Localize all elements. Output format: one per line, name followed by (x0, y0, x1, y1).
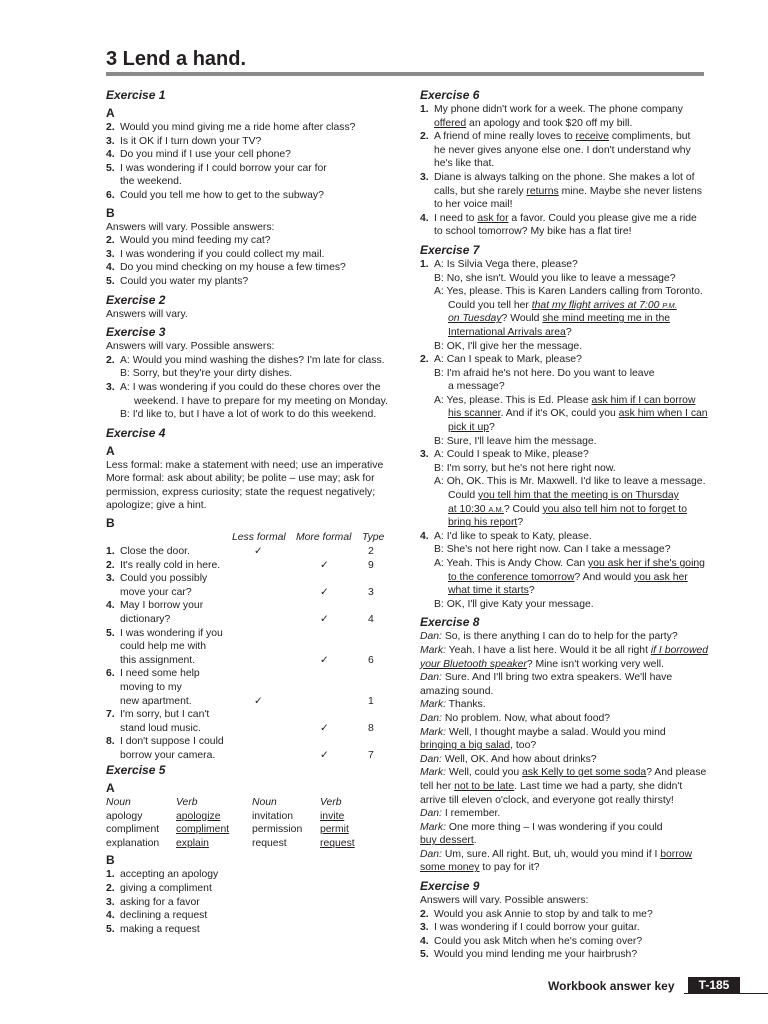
list-item (106, 261, 398, 275)
list-item (420, 935, 710, 949)
item-text: stand loud music. (120, 722, 201, 734)
item-text: Do you mind checking on my house a few times? (120, 262, 346, 274)
right-column (420, 84, 710, 962)
table-row-text (106, 735, 224, 749)
exercise-4-a-line: permission, express curiosity; state the request negatively; (106, 486, 376, 498)
formality-table (106, 531, 398, 762)
exercise-7-line: pick it up? (448, 422, 495, 434)
exercise-8-line: buy dessert. (420, 835, 477, 847)
item-text: May I borrow your (120, 600, 204, 612)
exercise-1-b-list (106, 234, 398, 288)
exercise-1-section-a: A (106, 106, 115, 120)
item-text: I'm sorry, but I can't (120, 709, 210, 721)
item-number: 1. (106, 869, 115, 881)
exercise-4-a-line: apologize; give a hint. (106, 500, 207, 512)
table-row-text (106, 640, 206, 654)
grid-header: Verb (320, 797, 342, 809)
exercise-7-line: Could you tell her that my flight arrives at 7:00 P.M. (448, 299, 677, 311)
exercise-5-section-b: B (106, 853, 115, 868)
list-item (106, 162, 398, 176)
item-text: It's really cold in here. (120, 559, 221, 571)
exercise-6-line: calls, but she rarely returns mine. Maybe she never listens (434, 185, 702, 197)
list-item (106, 923, 398, 937)
table-row-text (106, 708, 209, 722)
item-text: borrow your camera. (120, 750, 216, 762)
item-text: asking for a favor (120, 896, 200, 908)
grid-cell: apology (106, 810, 143, 822)
item-number: 2. (106, 235, 115, 247)
exercise-7-line: B: No, she isn't. Would you like to leave a message? (434, 272, 676, 284)
table-row-text (106, 654, 195, 668)
list-item (106, 148, 398, 162)
check-mark-icon: ✓ (320, 586, 329, 598)
item-text: Could you water my plants? (120, 275, 249, 287)
grid-cell: invitation (252, 810, 294, 822)
exercise-6-item-3: 3. Diane is always talking on the phone. She makes a lot of (420, 171, 695, 183)
exercise-7-line: to the conference tomorrow? And would you ask her (448, 571, 688, 583)
exercise-9-intro: Answers will vary. Possible answers: (420, 895, 589, 907)
exercise-2-text: Answers will vary. (106, 308, 188, 320)
exercise-5-heading: Exercise 5 (106, 763, 166, 778)
item-number: 5. (106, 275, 115, 287)
item-text: I need some help (120, 668, 200, 680)
exercise-8-heading: Exercise 8 (420, 615, 480, 630)
exercise-4-a-line: More formal: ask about ability; be polite – use may; ask for (106, 473, 375, 485)
type-value: 7 (368, 750, 374, 762)
table-row-text (106, 695, 192, 709)
list-item (106, 121, 398, 135)
exercise-3-intro: Answers will vary. Possible answers: (106, 341, 275, 353)
list-item (420, 948, 710, 962)
exercise-1-a-list (106, 121, 398, 203)
list-item (106, 275, 398, 289)
item-text: Would you mind lending me your hairbrush? (434, 949, 638, 961)
type-value: 1 (368, 695, 374, 707)
exercise-4-section-a: A (106, 443, 115, 458)
item-text: Is it OK if I turn down your TV? (120, 135, 262, 147)
item-text: Would you ask Annie to stop by and talk to me? (434, 908, 653, 920)
grid-cell: explanation (106, 837, 160, 849)
word-forms-grid (106, 796, 398, 850)
grid-cell: apologize (176, 810, 221, 822)
list-item (106, 189, 398, 203)
item-text: making a request (120, 923, 200, 935)
item-text: could help me with (120, 641, 207, 653)
exercise-2-heading: Exercise 2 (106, 292, 166, 307)
item-number: 4. (106, 149, 115, 161)
type-value: 6 (368, 654, 374, 666)
item-number: 4. (420, 935, 429, 947)
exercise-7-line: A: Yeah. This is Andy Chow. Can you ask her if she's going (434, 558, 705, 569)
exercise-8-line: Dan: I remember. (420, 808, 501, 820)
grid-cell: explain (176, 837, 209, 849)
exercise-3-line: B: Sorry, but they're your dirty dishes. (120, 368, 293, 380)
item-number: 3. (106, 573, 115, 585)
list-item (106, 248, 398, 262)
check-mark-icon: ✓ (320, 614, 329, 626)
exercise-3-heading: Exercise 3 (106, 325, 166, 340)
type-value: 2 (368, 546, 374, 558)
item-text: Could you possibly (120, 573, 208, 585)
page-number: T-185 (688, 977, 740, 993)
grid-cell: compliment (176, 824, 230, 836)
exercise-6-line: he never gives anyone else one. I don't understand why (434, 144, 691, 156)
exercise-7-line: bring his report? (448, 517, 524, 529)
item-number: 5. (106, 162, 115, 174)
exercise-7-line: at 10:30 A.M.? Could you also tell him not to forget to (448, 503, 687, 515)
item-number: 4. (106, 262, 115, 274)
exercise-3-item-3: 3. A: I was wondering if you could do these chores over the (106, 381, 381, 393)
table-row-text (106, 667, 200, 681)
exercise-8-line: Dan: Um, sure. All right. But, uh, would you mind if I borrow (420, 848, 693, 860)
exercise-7-item-2: 2. A: Can I speak to Mark, please? (420, 354, 582, 366)
item-text: Could you tell me how to get to the subway? (120, 189, 324, 201)
grid-cell: compliment (106, 824, 160, 836)
left-column (106, 84, 398, 936)
check-mark-icon: ✓ (254, 546, 263, 558)
exercise-4-section-b: B (106, 516, 115, 531)
item-text: moving to my (120, 682, 182, 694)
footer-rule (684, 993, 768, 994)
check-mark-icon: ✓ (254, 695, 263, 707)
item-number: 3. (420, 922, 429, 934)
list-item (106, 896, 398, 910)
item-number: 3. (106, 135, 115, 147)
exercise-6-line: he's like that. (434, 158, 495, 170)
exercise-9-heading: Exercise 9 (420, 879, 480, 894)
title-rule (106, 72, 704, 76)
exercise-7-line: on Tuesday? Would she mind meeting me in the (448, 313, 670, 325)
exercise-8-line: Mark: One more thing – I was wondering if you could (420, 821, 663, 833)
grid-header: Noun (252, 797, 277, 809)
table-row-text (106, 749, 215, 763)
list-item (106, 234, 398, 248)
item-text: the weekend. (120, 176, 182, 188)
item-text: Could you ask Mitch when he's coming over? (434, 935, 643, 947)
exercise-3-line: weekend. I have to prepare for my meeting on Monday. (134, 395, 388, 407)
exercise-3-line: B: I'd like to, but I have a lot of work to do this weekend. (120, 409, 377, 421)
item-text: Close the door. (120, 546, 190, 558)
item-number: 7. (106, 709, 115, 721)
check-mark-icon: ✓ (320, 750, 329, 762)
item-number: 3. (106, 896, 115, 908)
check-mark-icon: ✓ (320, 722, 329, 734)
exercise-8-line: Dan: Sure. And I'll bring two extra speakers. We'll have (420, 672, 673, 684)
item-number: 5. (420, 949, 429, 961)
item-number: 2. (106, 122, 115, 133)
item-text: accepting an apology (120, 869, 219, 881)
exercise-7-line: A: Oh, OK. This is Mr. Maxwell. I'd like to leave a message. (434, 476, 706, 488)
exercise-8-line: Dan: So, is there anything I can do to help for the party? (420, 631, 678, 643)
exercise-8-line: Dan: Well, OK. And how about drinks? (420, 753, 597, 765)
exercise-7-item-1: 1. A: Is Silvia Vega there, please? (420, 258, 578, 270)
grid-cell: request (252, 837, 287, 849)
exercise-7-line: B: She's not here right now. Can I take a message? (434, 544, 671, 556)
item-number: 4. (106, 910, 115, 922)
item-number: 2. (106, 559, 115, 571)
item-number: 2. (420, 908, 429, 920)
exercise-7-line: Could you tell him that the meeting is on Thursday (448, 490, 679, 502)
table-row-text (106, 627, 223, 641)
exercise-7-line: A: Yes, please. This is Ed. Please ask him if I can borrow (434, 394, 696, 406)
exercise-4-a-line: Less formal: make a statement with need; use an imperative (106, 459, 384, 471)
item-text: Do you mind if I use your cell phone? (120, 149, 291, 161)
list-item (420, 908, 710, 922)
exercise-6-line: to her voice mail! (434, 199, 513, 211)
item-number: 6. (106, 189, 115, 201)
grid-cell: permit (320, 824, 349, 836)
exercise-7-line: what time it starts? (448, 585, 535, 597)
exercise-7-line: B: I'm sorry, but he's not here right now. (434, 462, 616, 474)
exercise-1-b-intro: Answers will vary. Possible answers: (106, 221, 275, 233)
exercise-8-line: some money to pay for it? (420, 862, 540, 874)
column-header-type: Type (362, 532, 385, 544)
table-row-text (106, 559, 220, 573)
exercise-8-line: Mark: Well, could you ask Kelly to get some soda? And please (420, 767, 707, 779)
exercise-7-item-4: 4. A: I'd like to speak to Katy, please. (420, 530, 592, 542)
exercise-7-line: B: OK, I'll give her the message. (434, 340, 583, 352)
exercise-1-section-b: B (106, 205, 115, 220)
item-text: I don't suppose I could (120, 736, 224, 748)
item-number: 8. (106, 736, 115, 748)
item-text: move your car? (120, 586, 192, 598)
item-text: I was wondering if you could collect my mail. (120, 248, 325, 260)
exercise-4-heading: Exercise 4 (106, 425, 166, 440)
check-mark-icon: ✓ (320, 654, 329, 666)
item-text: new apartment. (120, 695, 192, 707)
item-text: Would you mind giving me a ride home after class? (120, 122, 356, 133)
list-item (106, 909, 398, 923)
item-number: 6. (106, 668, 115, 680)
type-value: 9 (368, 559, 374, 571)
exercise-9-list (420, 908, 710, 962)
exercise-8-line: Mark: Well, I thought maybe a salad. Would you mind (420, 726, 666, 738)
list-item (106, 882, 398, 896)
exercise-5-section-a: A (106, 781, 115, 796)
exercise-8-line: tell her not to be late. Last time we had a party, she didn't (420, 780, 683, 792)
item-text: dictionary? (120, 614, 171, 626)
list-item (106, 868, 398, 882)
exercise-3-item-2: 2. A: Would you mind washing the dishes? I'm late for class. (106, 354, 385, 366)
list-item (106, 175, 398, 189)
table-row-text (106, 681, 182, 695)
grid-cell: request (320, 837, 355, 849)
type-value: 3 (368, 586, 374, 598)
exercise-6-line: to school tomorrow? My bike has a flat tire! (434, 226, 632, 238)
table-row-text (106, 722, 201, 736)
item-number: 5. (106, 627, 115, 639)
exercise-8-line: arrive till eleven o'clock, and everyone got really thirsty! (420, 794, 674, 806)
item-number: 5. (106, 923, 115, 935)
item-text: I was wondering if I could borrow your guitar. (434, 922, 640, 934)
exercise-7-heading: Exercise 7 (420, 242, 480, 257)
exercise-5-b-list (106, 868, 398, 936)
item-number: 1. (106, 546, 115, 558)
grid-header: Noun (106, 797, 131, 809)
exercise-7-line: a message? (448, 381, 505, 393)
table-row-text (106, 613, 170, 627)
table-row-text (106, 599, 203, 613)
table-row-text (106, 572, 207, 586)
item-number: 2. (106, 883, 115, 895)
list-item (106, 135, 398, 149)
page-title: 3 Lend a hand. (106, 48, 247, 70)
grid-cell: invite (320, 810, 345, 822)
exercise-8-line: bringing a big salad, too? (420, 740, 537, 752)
type-value: 4 (368, 614, 374, 626)
exercise-8-line: amazing sound. (420, 685, 494, 697)
exercise-7-line: B: Sure, I'll leave him the message. (434, 435, 597, 447)
column-header-less-formal: Less formal (232, 532, 286, 544)
exercise-6-line: offered an apology and took $20 off my bill. (434, 117, 633, 129)
exercise-7-item-3: 3. A: Could I speak to Mike, please? (420, 449, 589, 461)
type-value: 8 (368, 722, 374, 734)
exercise-8-line: your Bluetooth speaker? Mine isn't working very well. (420, 658, 664, 670)
check-mark-icon: ✓ (320, 559, 329, 571)
item-text: giving a compliment (120, 883, 212, 895)
item-number: 3. (106, 248, 115, 260)
exercise-8-line: Mark: Yeah. I have a list here. Would it be all right if I borrowed (420, 644, 709, 656)
exercise-7-line: A: Yes, please. This is Karen Landers calling from Toronto. (434, 286, 703, 298)
item-number: 4. (106, 600, 115, 612)
exercise-6-item-2: 2. A friend of mine really loves to receive compliments, but (420, 131, 691, 143)
exercise-6-heading: Exercise 6 (420, 88, 480, 102)
exercise-7-line: B: OK, I'll give Katy your message. (434, 598, 594, 610)
footer-label: Workbook answer key (548, 979, 675, 993)
exercise-7-line: International Arrivals area? (448, 326, 572, 338)
exercise-7-line: B: I'm afraid he's not here. Do you want to leave (434, 367, 655, 379)
list-item (420, 921, 710, 935)
exercise-1-heading: Exercise 1 (106, 88, 166, 102)
item-text: Would you mind feeding my cat? (120, 235, 271, 247)
item-text: I was wondering if you (120, 627, 223, 639)
table-row-text (106, 586, 192, 600)
exercise-6-item-4: 4. I need to ask for a favor. Could you please give me a ride (420, 212, 697, 224)
grid-header: Verb (176, 797, 198, 809)
exercise-6-item-1: 1. My phone didn't work for a week. The phone company (420, 104, 683, 115)
grid-cell: permission (252, 824, 303, 836)
exercise-8-line: Dan: No problem. Now, what about food? (420, 712, 611, 724)
table-row-text (106, 545, 190, 559)
item-text: this assignment. (120, 654, 196, 666)
exercise-8-line: Mark: Thanks. (420, 699, 486, 711)
column-header-more-formal: More formal (296, 532, 352, 544)
exercise-7-line: his scanner. And if it's OK, could you ask him when I can (448, 408, 708, 420)
item-text: declining a request (120, 910, 208, 922)
item-text: I was wondering if I could borrow your car for (120, 162, 327, 174)
